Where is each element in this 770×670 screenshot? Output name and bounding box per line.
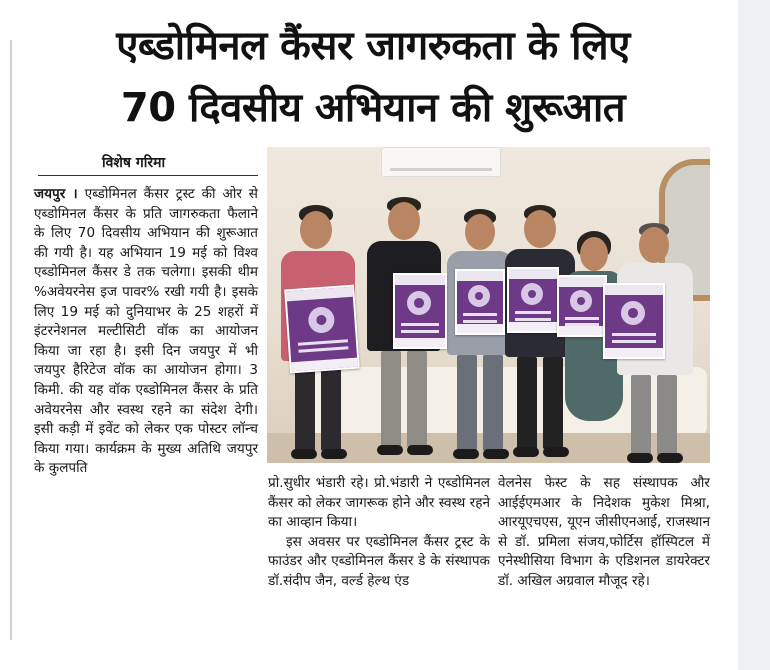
awareness-poster-6 [603,283,665,359]
awareness-poster-3 [455,269,505,335]
headline-line-2: 70 दिवसीय अभियान की शुरूआत [120,85,626,131]
news-photo [267,147,710,463]
page-margin-strip [738,0,770,670]
awareness-poster-4 [507,267,559,333]
headline-line-1: एब्डोमिनल कैंसर जागरुकता के लिए [116,23,630,69]
article-col3-text: वेलनेस फेस्ट के सह संस्थापक और आईईएमआर के निदेशक मुकेश मिश्रा, आरयूएचएस, यूएन जीसीएनआई, राजस्थान से डॉ. प्रमिला संजय,फोर्टिस हॉस्पिटल में एनेस्थीसिया विभाग के एडिशनल डायरेक्टर डॉ. अखिल अग्रवाल मौजूद रहे। [498,475,710,589]
awareness-poster-5 [557,275,607,337]
awareness-poster-2 [393,273,447,349]
article-col1-text: एब्डोमिनल कैंसर ट्रस्ट की ओर से एब्डोमिनल कैंसर के प्रति जागरुकता फैलाने के लिए 70 दिवसीय अभियान की शुरूआत की गयी है। यह अभियान 19 मई को विश्व एब्डोमिनल कैंसर डे तक चलेगा। इसकी थीम %अवेयरनेस इज पावर% रखी गयी है। इसके लिए 19 मई को दुनियाभर के 25 शहरों में इंटरनेशनल मल्टीसिटी वॉक का आयोजन किया जा रहा है। इसी दिन जयपुर में भी जयपुर हैरिटेज वॉक का आयोजन होगा। 3 किमी. की यह वॉक एब्डोमिनल कैंसर के प्रति अवेयरनेस और स्वस्थ रहने का संदेश देगी। इसी कड़ी में इवेंट को लेकर एक पोस्टर लॉन्च किया गया। कार्यक्रम के मुख्य अतिथि जयपुर के कुलपति [34,186,258,477]
byline-text: विशेष गरिमा [102,155,166,171]
byline [38,151,258,176]
column-rule [10,40,12,640]
air-conditioner [381,147,501,177]
article-col2-para-1: प्रो.सुधीर भंडारी रहे। प्रो.भंडारी ने एब्डोमिनल कैंसर को लेकर जागरूक होने और स्वस्थ रहने का आव्हान किया। [268,475,490,531]
dateline: जयपुर । [34,186,78,202]
article-col2-para-2: इस अवसर पर एब्डोमिनल कैंसर ट्रस्ट के फाउंडर और एब्डोमिनल कैंसर डे के संस्थापक डॉ.संदीप जैन, वर्ल्ड हेल्थ एंड [268,533,490,589]
awareness-poster-1 [284,285,360,374]
article-column-1 [34,185,258,640]
article-column-3 [498,474,710,640]
article-column-2 [268,474,490,640]
